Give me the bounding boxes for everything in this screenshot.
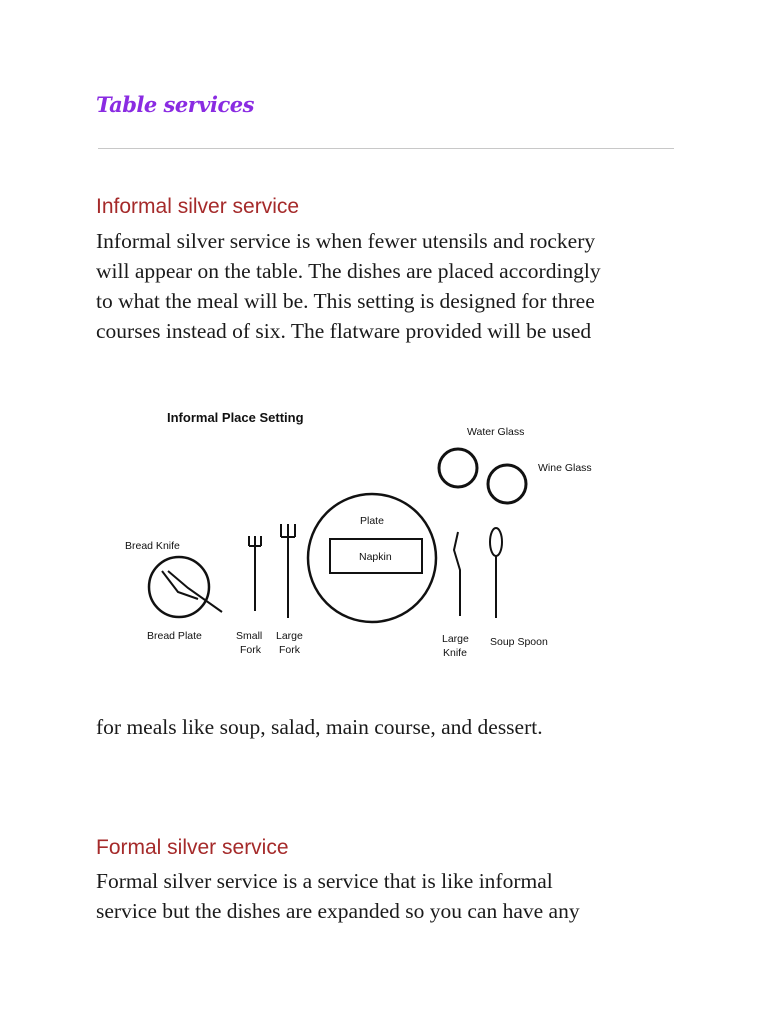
napkin-label: Napkin: [359, 551, 392, 563]
plate-label: Plate: [360, 515, 384, 527]
formal-paragraph: [96, 866, 696, 926]
large-fork-shape: [281, 524, 295, 618]
formal-heading: Formal silver service: [96, 836, 289, 859]
informal-paragraph-continued: [96, 712, 696, 742]
document-title: Table services: [96, 92, 254, 117]
small-fork-shape: [249, 536, 261, 611]
small-fork-label-line1: Small: [236, 630, 263, 642]
large-knife-shape: [454, 532, 460, 616]
wine-glass-label: Wine Glass: [538, 462, 592, 474]
paragraph-line: for meals like soup, salad, main course, and dessert.: [96, 715, 543, 739]
informal-heading: Informal silver service: [96, 195, 300, 218]
informal-paragraph: [96, 226, 696, 346]
large-fork-label-line1: Large: [276, 630, 303, 642]
bread-knife-label: Bread Knife: [125, 540, 180, 552]
paragraph-line: Formal silver service is a service that is like informal: [96, 869, 553, 893]
diagram-title: Informal Place Setting: [167, 410, 304, 425]
water-glass-label: Water Glass: [467, 426, 525, 438]
paragraph-line: service but the dishes are expanded so you can have any: [96, 899, 580, 923]
bread-plate-shape: [149, 557, 209, 617]
soup-spoon-bowl: [490, 528, 502, 556]
water-glass-shape: [439, 449, 477, 487]
small-fork-label-line2: Fork: [240, 644, 261, 656]
paragraph-line: will appear on the table. The dishes are placed accordingly: [96, 259, 601, 283]
soup-spoon-label: Soup Spoon: [490, 636, 548, 648]
bread-knife-shape: [162, 571, 222, 612]
wine-glass-shape: [488, 465, 526, 503]
title-divider: [98, 148, 674, 149]
large-knife-label-line1: Large: [442, 633, 469, 645]
bread-plate-label: Bread Plate: [147, 630, 202, 642]
large-knife-label-line2: Knife: [443, 647, 467, 659]
paragraph-line: Informal silver service is when fewer utensils and rockery: [96, 229, 596, 253]
paragraph-line: courses instead of six. The flatware provided will be used: [96, 319, 592, 343]
place-setting-diagram: [110, 400, 600, 670]
large-fork-label-line2: Fork: [279, 644, 300, 656]
paragraph-line: to what the meal will be. This setting is designed for three: [96, 289, 595, 313]
